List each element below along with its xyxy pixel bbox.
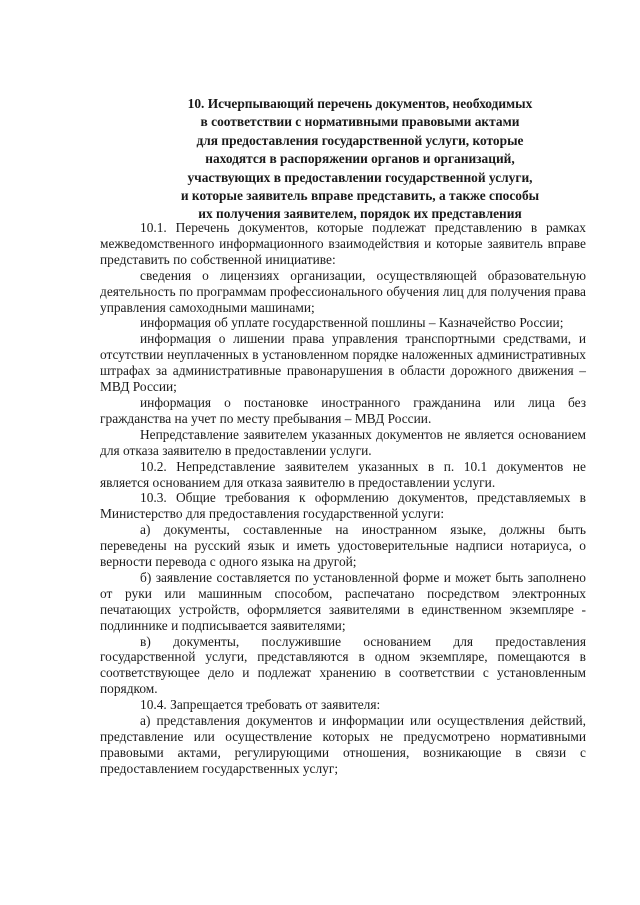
heading-line: для предоставления государственной услуги, которые <box>196 132 524 148</box>
heading-line: участвующих в предоставлении государственной услуги, <box>187 169 533 185</box>
heading-line: и которые заявитель вправе представить, а также способы <box>180 188 540 204</box>
heading-line: находятся в распоряжении органов и организаций, <box>205 151 515 167</box>
document-body <box>100 220 586 777</box>
heading-line: их получения заявителем, порядок их представления <box>198 206 522 222</box>
paragraph-state-fee: информация об уплате государственной пошлины – Казначейство России; <box>140 315 564 331</box>
paragraph-licenses: сведения о лицензиях организации, осуществляющей образовательную деятельность по программам профессионального обучения лиц для получения права управления самоходными машинами; <box>100 267 586 315</box>
paragraph-license-deprivation: информация о лишении права управления транспортными средствами, и отсутствии неуплаченных в установленном порядке наложенных административных штрафах за административные правонарушения в области дорожного движения – МВД России; <box>100 331 586 395</box>
paragraph-10-3-c: в) документы, послужившие основанием для предоставления государственной услуги, представляются в одном экземпляре, помещаются в соответствующее дело и подлежат хранению в соответствии с установленным порядком. <box>100 633 586 697</box>
section-heading <box>140 95 580 224</box>
paragraph-10-4-a: а) представления документов и информации или осуществления действий, представление или осуществление которых не предусмотрено нормативными правовыми актами, регулирующими отношения, возникающие в связи с предоставлением государственных услуг; <box>100 713 586 776</box>
paragraph-10-3-a: а) документы, составленные на иностранном языке, должны быть переведены на русский язык и иметь удостоверительные надписи нотариуса, о верности перевода с одного языка на другой; <box>100 522 586 570</box>
heading-line: 10. Исчерпывающий перечень документов, необходимых <box>187 96 533 111</box>
paragraph-10-1: 10.1. Перечень документов, которые подлежат представлению в рамках межведомственного информационного взаимодействия и которые заявитель вправе представить по собственной инициативе: <box>100 220 586 267</box>
paragraph-non-submission: Непредставление заявителем указанных документов не является основанием для отказа заявителю в предоставлении услуги. <box>100 426 586 458</box>
paragraph-10-3: 10.3. Общие требования к оформлению документов, представляемых в Министерство для предоставления государственной услуги: <box>100 490 586 522</box>
heading-line: в соответствии с нормативными правовыми актами <box>200 114 520 130</box>
paragraph-10-3-b: б) заявление составляется по установленной форме и может быть заполнено от руки или машинным способом, распечатано посредством электронных печатающих устройств, оформляется заявителями в единственном экземпляре - подлиннике и подписывается заявителями; <box>100 569 586 633</box>
paragraph-10-4: 10.4. Запрещается требовать от заявителя: <box>140 697 381 713</box>
paragraph-migration-registration: информация о постановке иностранного гражданина или лица без гражданства на учет по месту пребывания – МВД России. <box>100 394 586 426</box>
paragraph-10-2: 10.2. Непредставление заявителем указанных в п. 10.1 документов не является основанием для отказа заявителю в предоставлении услуги. <box>100 458 586 490</box>
